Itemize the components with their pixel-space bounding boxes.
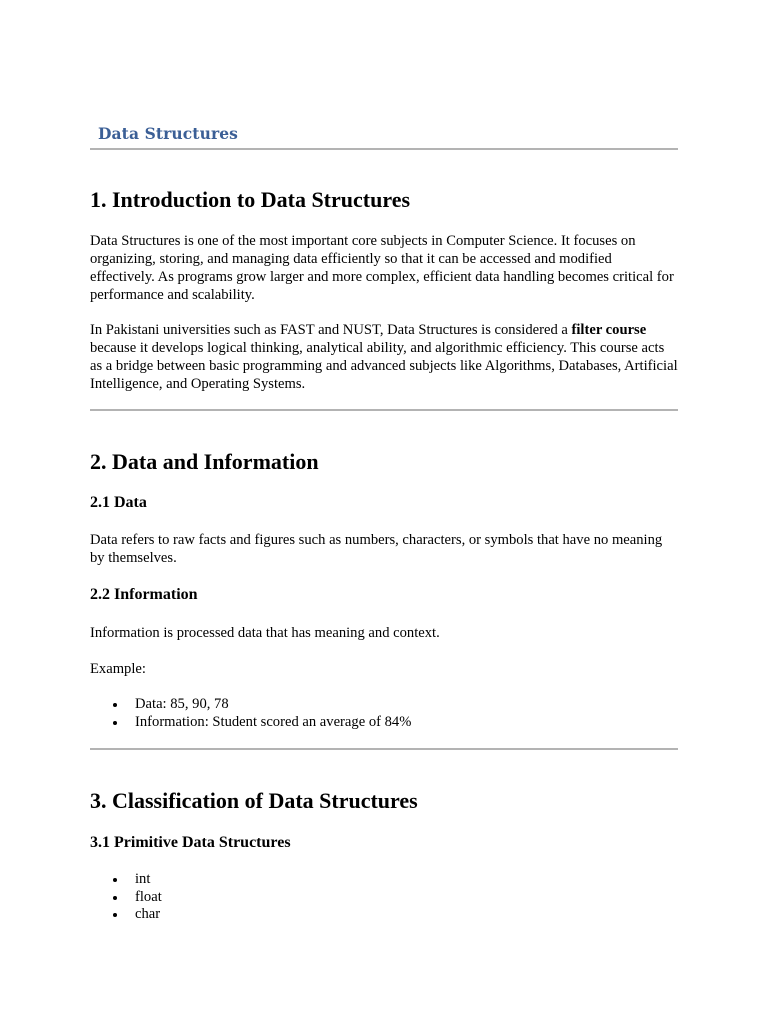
header-divider — [90, 148, 678, 150]
list-item — [90, 871, 162, 889]
section-2-heading: 2. Data and Information — [90, 449, 319, 474]
example-bullet-list — [90, 696, 411, 731]
section-1-heading: 1. Introduction to Data Structures — [90, 187, 411, 212]
section-3-heading: 3. Classification of Data Structures — [90, 788, 418, 813]
example-label: Example: — [90, 661, 146, 677]
list-item-text: Information: Student scored an average of 84% — [135, 713, 412, 730]
subsection-2-2-text: Information is processed data that has meaning and context. — [90, 625, 440, 641]
bullet-icon — [113, 913, 117, 917]
bullet-icon — [113, 721, 117, 725]
document-header-title: Data Structures — [98, 124, 238, 143]
list-item — [90, 889, 162, 907]
subsection-2-2-heading: 2.2 Information — [90, 586, 198, 603]
subsection-2-1-heading: 2.1 Data — [90, 494, 147, 511]
list-item — [90, 906, 162, 924]
section-1-paragraph-2-start: In Pakistani universities such as FAST and NUST, Data Structures is considered a — [90, 322, 572, 338]
section-divider-1 — [90, 409, 678, 411]
section-divider-2 — [90, 748, 678, 750]
bullet-icon — [113, 896, 117, 900]
bullet-icon — [113, 878, 117, 882]
subsection-3-1-heading: 3.1 Primitive Data Structures — [90, 834, 291, 851]
list-item-text: float — [135, 888, 162, 905]
section-1-paragraph-2-end: because it develops logical thinking, analytical ability, and algorithmic efficiency. This course acts as a bridge between basic programming and advanced subjects like Algorithms, Databases, Artificial Intelligence, and Operating Systems. — [90, 340, 678, 392]
list-item — [90, 714, 411, 732]
list-item-text: char — [135, 906, 161, 922]
primitive-types-bullet-list — [90, 871, 162, 924]
section-1-paragraph-1: Data Structures is one of the most important core subjects in Computer Science. It focuses on organizing, storing, and managing data efficiently so that it can be accessed and modified effectively. As programs grow larger and more complex, efficient data handling becomes critical for performance and scalability. — [90, 233, 674, 303]
list-item — [90, 696, 411, 714]
bullet-icon — [113, 703, 117, 707]
filter-course-bold-text: filter course — [571, 322, 647, 338]
subsection-2-1-text: Data refers to raw facts and figures such as numbers, characters, or symbols that have no meaning by themselves. — [90, 532, 663, 566]
list-item-text: int — [135, 871, 151, 887]
section-1-paragraph-2 — [90, 321, 678, 393]
list-item-text: Data: 85, 90, 78 — [135, 696, 229, 712]
